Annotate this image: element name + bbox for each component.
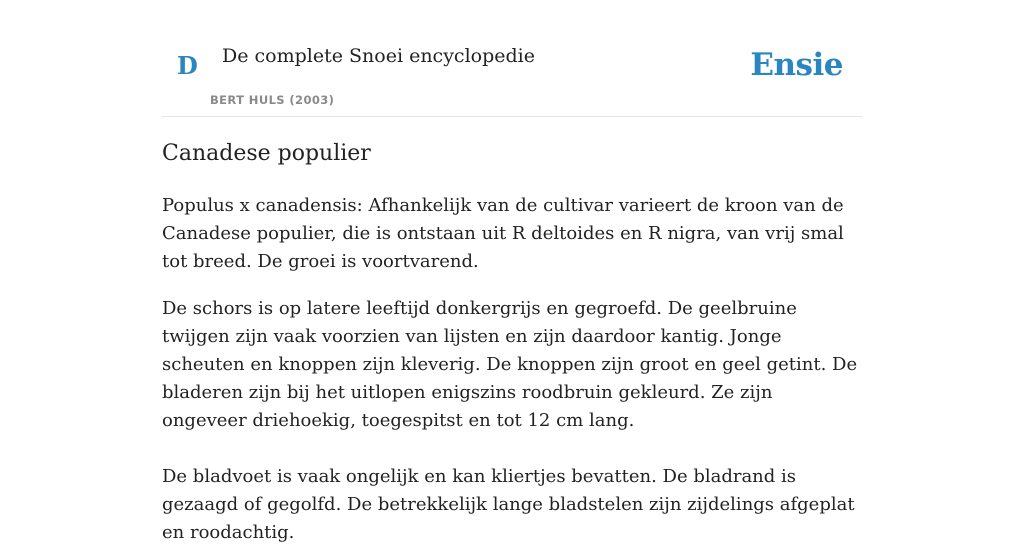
book-author: BERT HULS (2003) bbox=[210, 93, 335, 107]
book-header bbox=[162, 0, 862, 117]
book-title[interactable]: De complete Snoei encyclopedie bbox=[222, 45, 535, 67]
article-paragraph: Populus x canadensis: Afhankelijk van de cultivar varieert de kroon van de Canadese populier, die is ontstaan uit R deltoides en R nigra, van vrij smal tot breed. De groei is voortvarend. bbox=[162, 195, 844, 272]
article-paragraph: De schors is op latere leeftijd donkergrijs en gegroefd. De geelbruine twijgen zijn vaak voorzien van lijsten en zijn daardoor kantig. Jonge scheuten en knoppen zijn kleverig. De knoppen zijn groot en geel getint. De bladeren zijn bij het uitlopen enigszins roodbruin gekleurd. Ze zijn ongeveer driehoekig, toegespitst en tot 12 cm lang. bbox=[162, 298, 858, 431]
book-initial-link[interactable]: D bbox=[177, 51, 198, 80]
article-title: Canadese populier bbox=[162, 141, 371, 166]
article-paragraph: De bladvoet is vaak ongelijk en kan kliertjes bevatten. De bladrand is gezaagd of gegolfd. De betrekkelijk lange bladstelen zijn zijdelings afgeplat en roodachtig. bbox=[162, 466, 855, 543]
article bbox=[162, 138, 862, 547]
ensie-logo-link[interactable]: Ensie bbox=[750, 47, 843, 83]
